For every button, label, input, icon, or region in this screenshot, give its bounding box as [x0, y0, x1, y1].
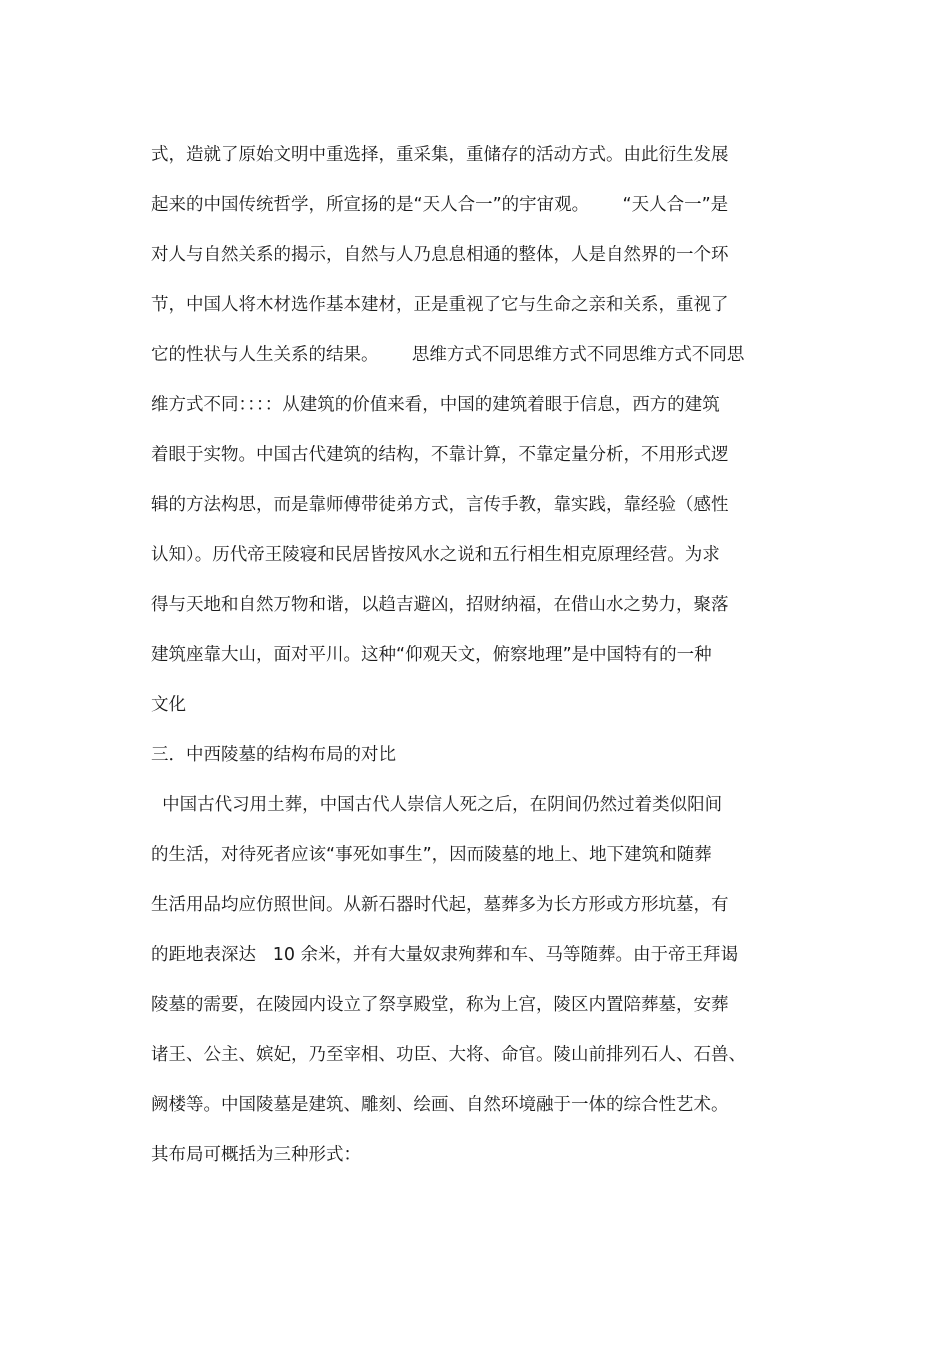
text-line: 起来的中国传统哲学，所宣扬的是“天人合一”的宇宙观。 “天人合一”是 [151, 195, 729, 215]
text-line: 阙楼等。中国陵墓是建筑、雕刻、绘画、自然环境融于一体的综合性艺术。 [151, 1095, 729, 1115]
text-line: 着眼于实物。中国古代建筑的结构，不靠计算，不靠定量分析，不用形式逻 [151, 445, 729, 465]
text-line: 式，造就了原始文明中重选择，重采集，重储存的活动方式。由此衍生发展 [151, 145, 729, 165]
text-line: 诸王、公主、嫔妃，乃至宰相、功臣、大将、命官。陵山前排列石人、石兽、 [151, 1045, 746, 1065]
text-line: 辑的方法构思，而是靠师傅带徒弟方式，言传手教，靠实践，靠经验（感性 [151, 495, 729, 515]
text-line: 文化 [151, 695, 186, 715]
text-line: 的距地表深达 10 余米，并有大量奴隶殉葬和车、马等随葬。由于帝王拜谒 [151, 945, 739, 965]
section-heading: 三．中西陵墓的结构布局的对比 [151, 745, 396, 765]
text-line: 生活用品均应仿照世间。从新石器时代起，墓葬多为长方形或方形坑墓，有 [151, 895, 729, 915]
text-line: 节，中国人将木材选作基本建材，正是重视了它与生命之亲和关系，重视了 [151, 295, 729, 315]
text-line: 建筑座靠大山，面对平川。这种“仰观天文，俯察地理”是中国特有的一种 [151, 645, 712, 665]
text-line: 对人与自然关系的揭示，自然与人乃息息相通的整体，人是自然界的一个环 [151, 245, 729, 265]
text-line: 认知）。历代帝王陵寝和民居皆按风水之说和五行相生相克原理经营。为求 [151, 545, 720, 565]
text-line: 它的性状与人生关系的结果。 思维方式不同思维方式不同思维方式不同思 [151, 345, 745, 365]
text-line: 得与天地和自然万物和谐，以趋吉避凶，招财纳福，在借山水之势力，聚落 [151, 595, 729, 615]
text-line: 中国古代习用土葬，中国古代人崇信人死之后，在阴间仍然过着类似阳间 [151, 795, 723, 815]
text-line: 其布局可概括为三种形式： [151, 1145, 361, 1165]
text-line: 维方式不同：：：：从建筑的价值来看，中国的建筑着眼于信息，西方的建筑 [151, 395, 720, 415]
text-line: 陵墓的需要，在陵园内设立了祭享殿堂，称为上宫，陵区内置陪葬墓，安葬 [151, 995, 729, 1015]
text-line: 的生活，对待死者应该“事死如事生”，因而陵墓的地上、地下建筑和随葬 [151, 845, 712, 865]
